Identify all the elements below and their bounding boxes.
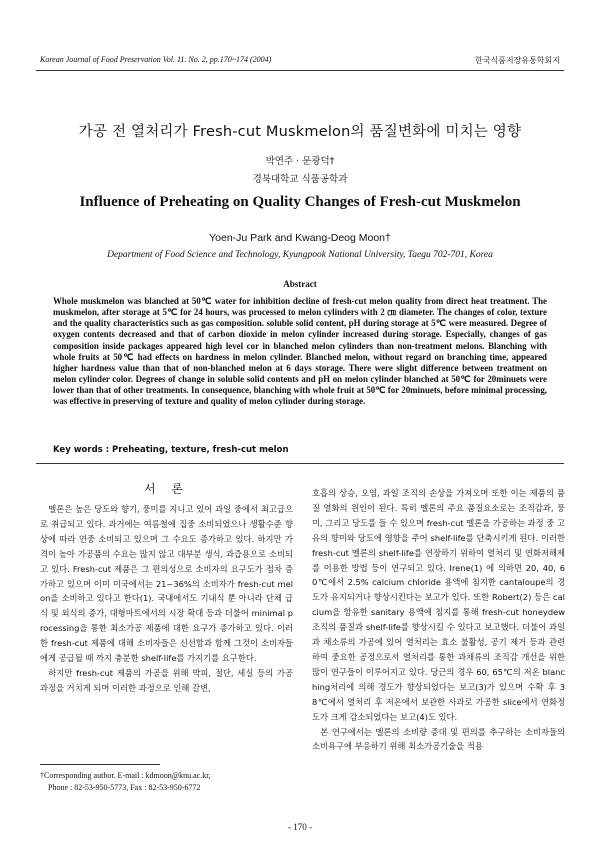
footnote-phone: Phone : 82-53-950-5773, Fax : 82-53-950-6772 — [48, 783, 201, 792]
footnote-contact: †Corresponding author. E-mail : kdmoon@knu.ac.kr, — [40, 771, 211, 780]
korean-authors: 박연주 · 문광덕† — [265, 156, 335, 167]
korean-title: 가공 전 열처리가 Fresh-cut Muskmelon의 품질변화에 미치는 영향 — [78, 124, 522, 140]
right-column — [312, 486, 565, 754]
society-name: 한국식품저장유통학회지 — [474, 56, 560, 65]
header-divider — [36, 70, 564, 71]
paragraph: 본 연구에서는 멜론의 소비량 증대 및 편의를 추구하는 소비자들의 소비욕구에 부응하기 위해 최소가공기술을 적용 — [312, 726, 565, 752]
section-heading-introduction: 서 론 — [144, 482, 189, 496]
paragraph: 멜론은 높은 당도와 향기, 풍미를 지니고 있어 과일 중에서 최고급으로 취급되고 있다. 과거에는 여름철에 집중 소비되었으나 생활수준 향상에 따라 연중 소비되고 있으며 그 수요도 증가하고 있다. 하지만 가격이 높아 가공품의 수요는 많지 않고 대부분 생식, 과즙용으로 소비되고 있다. Fresh-cut 제품은 그 편의성으로 소비자의 요구도가 점차 증가하고 있으며 이미 미국에서는 21~36%의 소비자가 fresh-cut melon을 소비하고 있다고 한다(1). 국내에서도 기내식 뿐 아니라 단체 급식 및 외식의 증가, 대형마트에서의 시장 확대 등과 더불어 minimal processing을 통한 최소가공 제품에 대한 요구가 증가하고 있다. 이러한 fresh-cut 제품에 대해 소비자들은 신선함과 함께 그것이 소비자들에게 공급될 때 까지 충분한 shelf-life를 가지기를 요구한다. — [40, 504, 293, 664]
page-number: - 170 - — [288, 822, 312, 832]
english-title: Influence of Preheating on Quality Changes of Fresh-cut Muskmelon — [79, 194, 521, 210]
paragraph: 호흡의 상승, 오염, 과일 조직의 손상을 가져오며 또한 이는 제품의 품질 열화의 원인이 된다. 특히 멜론의 주요 품질요소로는 조직감과, 풍미, 그리고 당도를 들 수 있으며 fresh-cut 멜론을 가공하는 과정 중 고유의 향미와 당도에 영향을 주어 shelf-life를 단축시키게 된다. 이러한 fresh-cut 멜론의 shelf-life를 연장하기 위하여 열처리 및 연화저해제를 이용한 방법 등이 연구되고 있다. Irene(1) 에 의하면 20, 40, 60℃에서 2.5% calcium chloride 용액에 침지한 cantaloupe의 경도가 유지되거나 향상시킨다는 보고가 있다. 또한 Robert(2) 등은 calcium을 함유한 sanitary 용액에 침지를 통해 fresh-cut honeydew 조직의 품질과 shelf-life를 향상시킬 수 있다고 보고했다. 더불어 과일과 채소류의 가공에 있어 열처리는 효소 불활성, 공기 제거 등과 관련하여 중요한 공정으로서 열처리를 통한 과채류의 조직감 개선을 위한 많이 연구들이 이루어지고 있다. 당근의 경우 60, 65℃의 저온 blanching처리에 의해 경도가 향상되었다는 보고(3)가 있으며 수확 후 38℃에서 열처리 후 저온에서 보관한 사과로 가공한 slice에서 연화정도가 크게 감소되었다는 보고(4)도 있다. — [312, 488, 565, 722]
keywords-divider — [36, 463, 564, 464]
paragraph: 하지만 fresh-cut 제품의 가공을 위해 박피, 절단, 세실 등의 가공 과정을 거치게 되며 이러한 과정으로 인해 갈변, — [40, 667, 293, 693]
abstract-text: Whole muskmelon was blanched at 50℃ water for inhibition decline of fresh-cut melon quality from direct heat treatment. The muskmelon, after storage at 5℃ for 24 hours, was processed to melon cylinders with 2 ㎝ diameter. The changes of color, texture and the quality characteristics such as gas composition. soluble solid content, pH during storage at 5℃ were measured. Degree of oxygen contents decreased and that of carbon dioxide in melon cylinder increased during storage. Especially, changes of gas composition inside packages appeared high level cor in blanched melon cylinders than non-treatment melons. Blanching with whole fruits at 50℃ had effects on hardness in melon cylinder. Blanched melon, without regard on branching time, appeared higher hardness value than that of non-blanched melon at 6 days storage. There were slight difference between treatment on melon cylinder color. Degrees of change in soluble solid contents and pH on melon cylinder blanched at 50℃ for 20minuets were lower than that of other treatments. In consequence, blanching with whole fruit at 50℃ for 20minuets, before minimal processing, was effective in preserving of texture and quality of melon cylinder during storage. — [53, 296, 547, 407]
english-authors: Yoen-Ju Park and Kwang-Deog Moon† — [209, 232, 391, 244]
journal-citation: Korean Journal of Food Preservation Vol. 11. No. 2, pp.170~174 (2004) — [40, 55, 272, 64]
footnote — [40, 770, 211, 794]
korean-affiliation: 경북대학교 식품공학과 — [252, 174, 348, 185]
footnote-divider — [40, 764, 160, 765]
keywords: Key words : Preheating, texture, fresh-cut melon — [53, 445, 289, 455]
left-column — [40, 502, 293, 696]
abstract-heading: Abstract — [283, 279, 317, 289]
english-affiliation: Department of Food Science and Technology, Kyungpook National University, Taegu 702-701, Korea — [107, 250, 493, 260]
